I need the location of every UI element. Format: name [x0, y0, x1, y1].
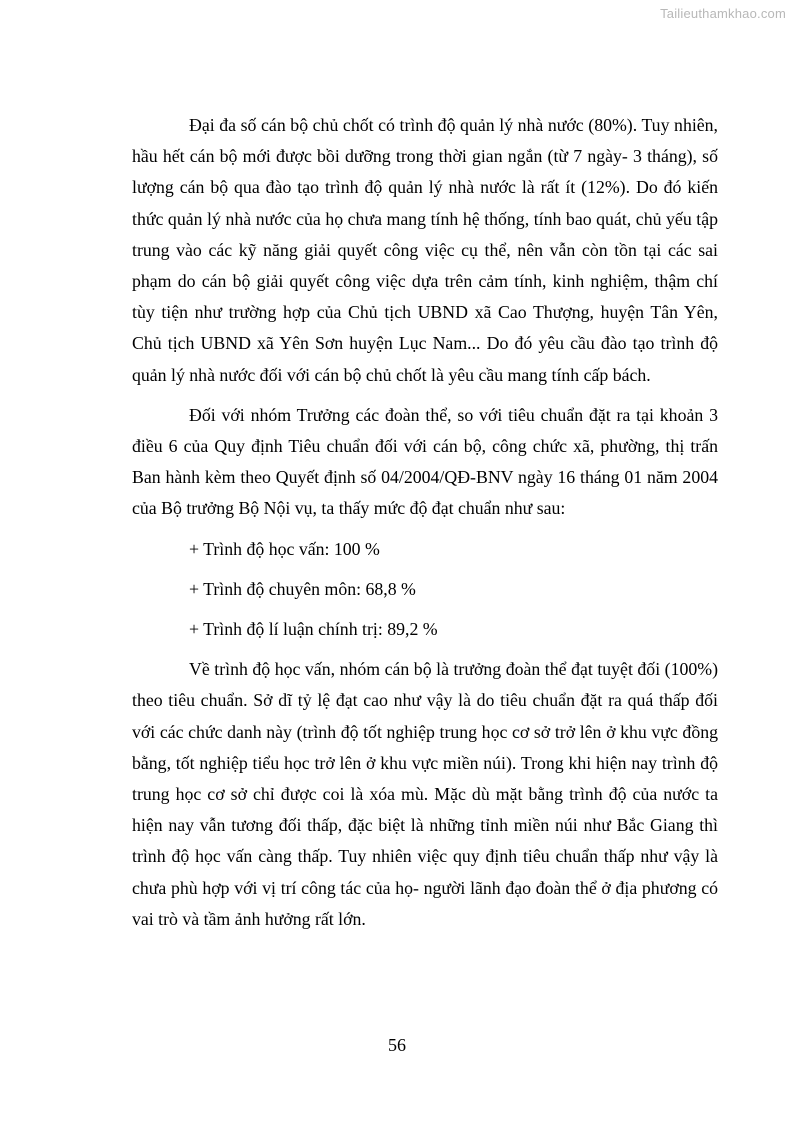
list-item-political-theory-level: + Trình độ lí luận chính trị: 89,2 %	[189, 619, 438, 640]
watermark: Tailieuthamkhao.com	[660, 6, 786, 21]
list-item-professional-level: + Trình độ chuyên môn: 68,8 %	[189, 578, 416, 599]
page-number: 56	[388, 1035, 406, 1055]
list-item-education-level: + Trình độ học vấn: 100 %	[189, 538, 380, 559]
paragraph-mass-organization-standards: Đối với nhóm Trưởng các đoàn thể, so với tiêu chuẩn đặt ra tại khoản 3 điều 6 của Quy định Tiêu chuẩn đối với cán bộ, công chức xã, phường, thị trấn Ban hành kèm theo Quyết định số 04/2004/QĐ-BNV ngày 16 tháng 01 năm 2004 của Bộ trưởng Bộ Nội vụ, ta thấy mức độ đạt chuẩn như sau:	[132, 404, 718, 519]
paragraph-education-analysis: Về trình độ học vấn, nhóm cán bộ là trưởng đoàn thể đạt tuyệt đối (100%) theo tiêu chuẩn. Sở dĩ tỷ lệ đạt cao như vậy là do tiêu chuẩn đặt ra quá thấp đối với các chức danh này (trình độ tốt nghiệp trung học cơ sở trở lên ở khu vực đồng bằng, tốt nghiệp tiểu học trở lên ở khu vực miền núi). Trong khi hiện nay trình độ trung học cơ sở chỉ được coi là xóa mù. Mặc dù mặt bằng trình độ của nước ta hiện nay vẫn tương đối thấp, đặc biệt là những tỉnh miền núi như Bắc Giang thì trình độ học vấn càng thấp. Tuy nhiên việc quy định tiêu chuẩn thấp như vậy là chưa phù hợp với vị trí công tác của họ- người lãnh đạo đoàn thể ở địa phương có vai trò và tầm ảnh hưởng rất lớn.	[132, 659, 718, 929]
paragraph-management-training: Đại đa số cán bộ chủ chốt có trình độ quản lý nhà nước (80%). Tuy nhiên, hầu hết cán bộ mới được bồi dưỡng trong thời gian ngắn (từ 7 ngày- 3 tháng), số lượng cán bộ qua đào tạo trình độ quản lý nhà nước là rất ít (12%). Do đó kiến thức quản lý nhà nước của họ chưa mang tính hệ thống, tính bao quát, chủ yếu tập trung vào các kỹ năng giải quyết công việc cụ thể, nên vẫn còn tồn tại các sai phạm do cán bộ giải quyết công việc dựa trên cảm tính, kinh nghiệm, thậm chí tùy tiện như trường hợp của Chủ tịch UBND xã Cao Thượng, huyện Tân Yên, Chủ tịch UBND xã Yên Sơn huyện Lục Nam... Do đó yêu cầu đào tạo trình độ quản lý nhà nước đối với cán bộ chủ chốt là yêu cầu mang tính cấp bách.	[132, 115, 718, 385]
document-body	[132, 110, 718, 944]
